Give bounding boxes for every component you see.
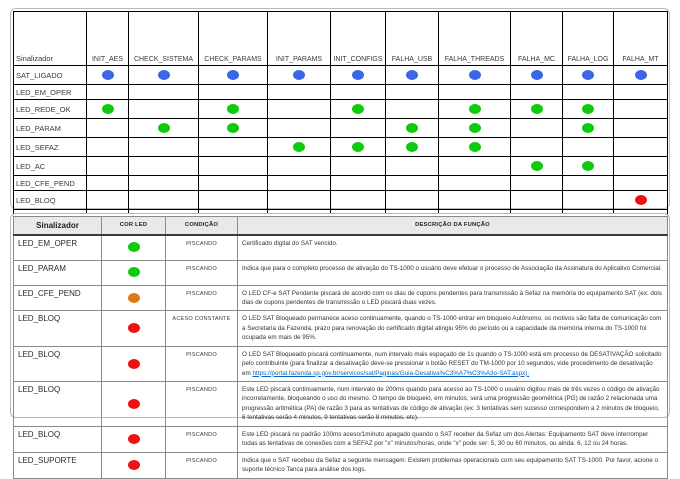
legend-description (238, 260, 668, 285)
legend-description-text: Indica que para o completo processo de ativação do TS-1000 o usuário deve efetuar o processo de Associação da Assinatura do Aplicativo Comercial. (242, 264, 662, 272)
matrix-row (14, 176, 668, 191)
led-dot-green (406, 123, 418, 133)
matrix-cell (386, 176, 439, 191)
legend-row (14, 426, 668, 452)
matrix-cell (331, 119, 386, 138)
matrix-cell (268, 176, 331, 191)
legend-description (238, 426, 668, 452)
matrix-row (14, 191, 668, 210)
matrix-column-header: FALHA_USB (386, 12, 439, 66)
matrix-cell (87, 85, 129, 100)
led-dot-blue (531, 70, 543, 80)
matrix-row-label: LED_PARAM (14, 119, 87, 138)
matrix-cell (614, 176, 668, 191)
matrix-cell (614, 85, 668, 100)
matrix-cell (331, 66, 386, 85)
led-dot-blue (406, 70, 418, 80)
legend-row (14, 311, 668, 346)
matrix-column-header: FALHA_MC (511, 12, 563, 66)
led-dot-red (128, 399, 140, 409)
matrix-column-header: CHECK_PARAMS (199, 12, 268, 66)
matrix-cell (439, 157, 511, 176)
legend-description-text: O LED CF-e SAT Pendente piscará de acordo com os dias de cupons pendentes para transmissão à Sefaz na memória do equipamento SAT (ex: dois dias de cupons pendentes de transmissão o LED piscará duas vezes. (242, 289, 662, 306)
legend-description-text: Certificado digital do SAT vencido. (242, 239, 338, 247)
matrix-cell (386, 66, 439, 85)
legend-signal-label: LED_BLOQ (14, 311, 102, 346)
led-dot-green (469, 123, 481, 133)
matrix-cell (563, 157, 614, 176)
led-dot-red (128, 460, 140, 470)
led-dot-red (128, 323, 140, 333)
led-dot-blue (582, 70, 594, 80)
legend-signal-label: LED_BLOQ (14, 426, 102, 452)
legend-color-cell (102, 285, 166, 311)
legend-row (14, 452, 668, 478)
matrix-cell (563, 138, 614, 157)
legend-color-cell (102, 260, 166, 285)
matrix-cell (614, 138, 668, 157)
matrix-cell (268, 157, 331, 176)
matrix-cell (268, 85, 331, 100)
led-dot-blue (635, 70, 647, 80)
matrix-column-header: INIT_CONFIGS (331, 12, 386, 66)
matrix-cell (129, 66, 199, 85)
led-dot-orange (128, 293, 140, 303)
matrix-row (14, 85, 668, 100)
matrix-cell (331, 191, 386, 210)
legend-row (14, 346, 668, 381)
matrix-cell (511, 119, 563, 138)
led-dot-green (293, 142, 305, 152)
legend-header-condition: CONDIÇÃO (166, 217, 238, 235)
legend-signal-label: LED_BLOQ (14, 382, 102, 427)
matrix-row-label: LED_CFE_PEND (14, 176, 87, 191)
matrix-cell (563, 85, 614, 100)
matrix-cell (87, 176, 129, 191)
matrix-cell (614, 191, 668, 210)
matrix-cell (511, 176, 563, 191)
matrix-cell (386, 85, 439, 100)
legend-row (14, 260, 668, 285)
legend-color-cell (102, 382, 166, 427)
matrix-column-header: CHECK_SISTEMA (129, 12, 199, 66)
led-dot-green (469, 104, 481, 114)
led-dot-green (582, 104, 594, 114)
matrix-cell (563, 191, 614, 210)
matrix-cell (614, 66, 668, 85)
matrix-cell (199, 119, 268, 138)
matrix-cell (199, 100, 268, 119)
matrix-row-label: LED_AC (14, 157, 87, 176)
matrix-row (14, 100, 668, 119)
matrix-cell (129, 191, 199, 210)
legend-condition: PISCANDO (166, 285, 238, 311)
led-dot-green (352, 104, 364, 114)
matrix-cell (614, 157, 668, 176)
led-dot-blue (227, 70, 239, 80)
legend-row (14, 382, 668, 427)
matrix-cell (129, 100, 199, 119)
matrix-cell (268, 138, 331, 157)
matrix-cell (386, 138, 439, 157)
matrix-cell (439, 119, 511, 138)
matrix-row-label: LED_BLOQ (14, 191, 87, 210)
legend-description (238, 285, 668, 311)
matrix-cell (439, 191, 511, 210)
matrix-cell (439, 138, 511, 157)
legend-signal-label: LED_BLOQ (14, 346, 102, 381)
matrix-header-row (14, 12, 668, 66)
matrix-cell (511, 138, 563, 157)
led-dot-blue (158, 70, 170, 80)
led-legend-table (13, 216, 668, 479)
legend-description (238, 382, 668, 427)
matrix-cell (331, 157, 386, 176)
matrix-cell (331, 176, 386, 191)
legend-description-text: Este LED piscará no padrão 100ms aceso/1minuto apagado quando o SAT receber da Sefaz um dos Alertas: Equipamento SAT deve interromper todas as tentativas de conexões com a SEFAZ por "x" minutos/horas, onde "x" pode ser: 5, 30 ou 60 minutos, ou ainda: 6, 12 ou 24 horas. (242, 430, 649, 448)
matrix-cell (331, 85, 386, 100)
led-dot-blue (352, 70, 364, 80)
matrix-cell (129, 157, 199, 176)
legend-signal-label: LED_CFE_PEND (14, 285, 102, 311)
matrix-column-header: INIT_AES (87, 12, 129, 66)
matrix-cell (87, 191, 129, 210)
matrix-cell (614, 119, 668, 138)
legend-description (238, 311, 668, 346)
matrix-column-header: FALHA_MT (614, 12, 668, 66)
matrix-cell (511, 191, 563, 210)
legend-condition: ACESO CONSTANTE (166, 311, 238, 346)
matrix-corner-label: Sinalizador (14, 12, 87, 66)
led-dot-green (531, 104, 543, 114)
legend-color-cell (102, 235, 166, 261)
legend-description-text: O LED SAT Bloqueado permanece aceso continuamente, quando o TS-1000 entrar em bloqueio Autônomo, os motivos são falta de comunicação com a Secretaria da Fazenda, prazo para renovação do certificado digital atingiu 95% do período ou a capacidade da memória interna do TS-1000 foi ocupada em mais de 95%. (242, 315, 662, 342)
legend-condition: PISCANDO (166, 382, 238, 427)
matrix-cell (386, 157, 439, 176)
matrix-cell (511, 85, 563, 100)
matrix-cell (439, 100, 511, 119)
matrix-cell (199, 85, 268, 100)
legend-description (238, 452, 668, 478)
matrix-cell (386, 191, 439, 210)
matrix-cell (563, 119, 614, 138)
led-dot-green (531, 161, 543, 171)
legend-condition: PISCANDO (166, 346, 238, 381)
legend-condition: PISCANDO (166, 426, 238, 452)
matrix-cell (386, 119, 439, 138)
led-dot-green (582, 161, 594, 171)
legend-condition: PISCANDO (166, 452, 238, 478)
matrix-column-header: FALHA_THREADS (439, 12, 511, 66)
matrix-cell (268, 100, 331, 119)
matrix-row-label: SAT_LIGADO (14, 66, 87, 85)
led-dot-green (406, 142, 418, 152)
led-dot-blue (293, 70, 305, 80)
matrix-column-header: FALHA_LOG (563, 12, 614, 66)
led-legend-table-container (10, 213, 670, 474)
led-dot-green (469, 142, 481, 152)
matrix-column-header: INIT_PARAMS (268, 12, 331, 66)
desativacao-guide-link[interactable]: https://portal.fazenda.sp.gov.br/servicos/sat/Paginas/Guia-Desativa%C3%A7%C3%A3o-SAT.aspx). (252, 369, 530, 377)
led-dot-red (635, 195, 647, 205)
matrix-cell (87, 66, 129, 85)
matrix-cell (268, 191, 331, 210)
legend-signal-label: LED_EM_OPER (14, 235, 102, 261)
matrix-cell (563, 100, 614, 119)
matrix-cell (199, 66, 268, 85)
matrix-cell (386, 100, 439, 119)
matrix-cell (439, 176, 511, 191)
matrix-row (14, 119, 668, 138)
led-dot-green (158, 123, 170, 133)
matrix-cell (511, 66, 563, 85)
legend-condition: PISCANDO (166, 235, 238, 261)
matrix-row (14, 66, 668, 85)
matrix-cell (129, 119, 199, 138)
legend-condition: PISCANDO (166, 260, 238, 285)
matrix-row (14, 138, 668, 157)
matrix-row-label: LED_SEFAZ (14, 138, 87, 157)
matrix-cell (199, 138, 268, 157)
matrix-cell (563, 176, 614, 191)
legend-signal-label: LED_PARAM (14, 260, 102, 285)
led-dot-green (128, 242, 140, 252)
matrix-cell (439, 85, 511, 100)
legend-header-color: COR LED (102, 217, 166, 235)
led-dot-green (582, 123, 594, 133)
legend-color-cell (102, 426, 166, 452)
led-dot-blue (469, 70, 481, 80)
led-dot-green (102, 104, 114, 114)
matrix-cell (614, 100, 668, 119)
signal-state-matrix (10, 8, 670, 209)
matrix-cell (87, 138, 129, 157)
matrix-cell (331, 138, 386, 157)
matrix-row (14, 157, 668, 176)
legend-description-text: Indica que o SAT recebeu da Sefaz a seguinte mensagem: Existem problemas operacionais com seu equipamento SAT TS-1000. Por favor, acione o suporte técnico Tanca para análise dos logs. (242, 456, 658, 474)
legend-color-cell (102, 346, 166, 381)
matrix-cell (129, 138, 199, 157)
matrix-cell (87, 157, 129, 176)
matrix-cell (331, 100, 386, 119)
matrix-cell (87, 119, 129, 138)
matrix-row-label: LED_EM_OPER (14, 85, 87, 100)
led-dot-green (128, 267, 140, 277)
matrix-cell (199, 157, 268, 176)
matrix-cell (563, 66, 614, 85)
matrix-cell (199, 176, 268, 191)
matrix-cell (511, 157, 563, 176)
legend-description-text: Este LED piscará continuamente, num intervalo de 200ms quando para acesso ao TS-1000 o usuário digitou mais de três vezes o código de ativação incorretamente, bloqueando o uso do mesmo. O tempo de bloqueio, em minutos, será uma progressão geométrica (PG) de razão 2 relacionada uma progressão aritmética (PA) de razão 3 para as tentativas de código de ativação (ex: 3 tentativas sem sucesso correspondem a 2 minutos de bloqueio, 6 tentativas serão 4 minutos, 9 tentativas serão 8 minutos, etc). (242, 386, 660, 422)
led-dot-red (128, 359, 140, 369)
legend-signal-label: LED_SUPORTE (14, 452, 102, 478)
matrix-cell (129, 85, 199, 100)
matrix-cell (87, 100, 129, 119)
matrix-cell (129, 176, 199, 191)
led-dot-green (352, 142, 364, 152)
legend-description (238, 235, 668, 261)
signal-state-table (13, 11, 668, 229)
matrix-cell (439, 66, 511, 85)
legend-row (14, 235, 668, 261)
legend-color-cell (102, 452, 166, 478)
led-dot-blue (102, 70, 114, 80)
matrix-cell (199, 191, 268, 210)
legend-header-row (14, 217, 668, 235)
matrix-cell (511, 100, 563, 119)
led-dot-red (128, 434, 140, 444)
legend-color-cell (102, 311, 166, 346)
led-dot-green (227, 123, 239, 133)
matrix-cell (268, 119, 331, 138)
led-dot-green (227, 104, 239, 114)
legend-row (14, 285, 668, 311)
matrix-cell (268, 66, 331, 85)
legend-description (238, 346, 668, 381)
legend-header-description: DESCRIÇÃO DA FUNÇÃO (238, 217, 668, 235)
legend-header-signal: Sinalizador (14, 217, 102, 235)
matrix-row-label: LED_REDE_OK (14, 100, 87, 119)
legend-description-text: O LED SAT Bloqueado piscará continuamente, num intervalo mais espaçado de 1s quando o TS-1000 está em processo de DESATIVAÇÃO solicitado pelo contribuinte (para finalizar a desativação deve-se pressionar o botão RESET do TM-1000 por 10 segundos, vide procedimento de desativação em (242, 350, 662, 377)
